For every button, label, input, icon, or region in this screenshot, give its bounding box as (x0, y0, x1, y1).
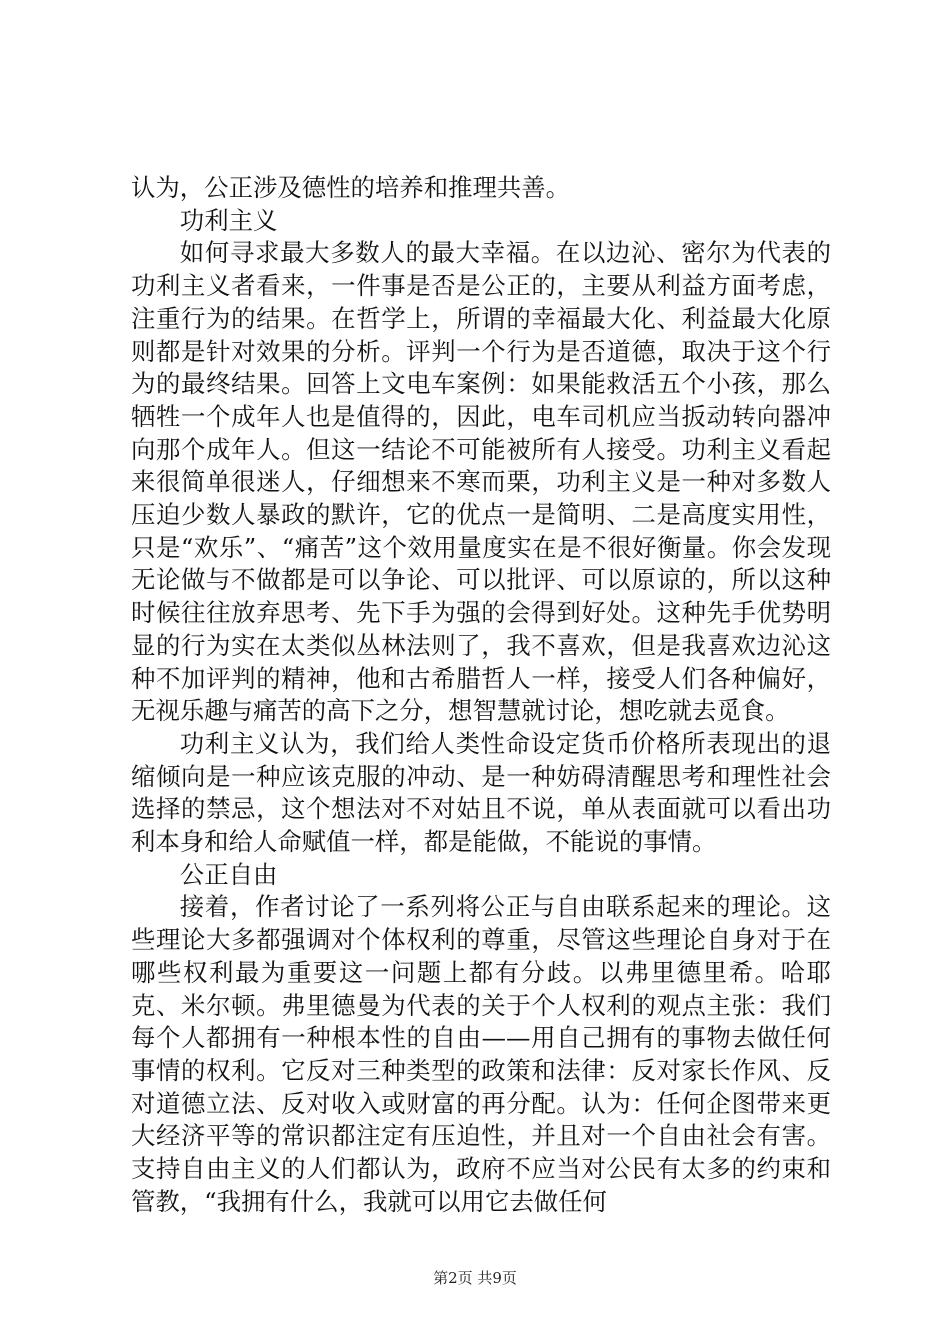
page-number-footer: 第2页 共9页 (433, 1269, 517, 1287)
paragraph-utilitarianism: 如何寻求最大多数人的最大幸福。在以边沁、密尔为代表的功利主义者看来，一件事是否是公正的，主要从利益方面考虑，注重行为的结果。在哲学上，所谓的幸福最大化、利益最大化原则都是针对效果的分析。评判一个行为是否道德，取决于这个行为的最终结果。回答上文电车案例：如果能救活五个小孩，那么牺牲一个成年人也是值得的，因此，电车司机应当扳动转向器冲向那个成年人。但这一结论不可能被所有人接受。功利主义看起来很简单很迷人，仔细想来不寒而栗，功利主义是一种对多数人压迫少数人暴政的默许，它的优点一是简明、二是高度实用性，只是“欢乐”、“痛苦”这个效用量度实在是不很好衡量。你会发现无论做与不做都是可以争论、可以批评、可以原谅的，所以这种时候往往放弃思考、先下手为强的会得到好处。这种先手优势明显的行为实在太类似丛林法则了，我不喜欢，但是我喜欢边沁这种不加评判的精神，他和古希腊哲人一样，接受人们各种偏好，无视乐趣与痛苦的高下之分，想智慧就讨论，想吃就去觅食。 (131, 238, 831, 726)
paragraph-justice-freedom: 接着，作者讨论了一系列将公正与自由联系起来的理论。这些理论大多都强调对个体权利的尊重，尽管这些理论自身对于在哪些权利最为重要这一问题上都有分歧。以弗里德里希。哈耶克、米尔顿。弗里德曼为代表的关于个人权利的观点主张：我们每个人都拥有一种根本性的自由——用自己拥有的事物去做任何事情的权利。它反对三种类型的政策和法律：反对家长作风、反对道德立法、反对收入或财富的再分配。认为：任何企图带来更大经济平等的常识都注定有压迫性，并且对一个自由社会有害。支持自由主义的人们都认为，政府不应当对公民有太多的约束和管教，“我拥有什么，我就可以用它去做任何 (131, 892, 831, 1216)
section-heading-utilitarianism: 功利主义 (179, 205, 278, 235)
paragraph-utilitarianism-price: 功利主义认为，我们给人类性命设定货币价格所表现出的退缩倾向是一种应该克服的冲动、是一种妨碍清醒思考和理性社会选择的禁忌，这个想法对不对姑且不说，单从表面就可以看出功利本身和给人命赋值一样，都是能做，不能说的事情。 (131, 728, 831, 857)
document-body (131, 172, 831, 1219)
paragraph-continuation: 认为，公正涉及德性的培养和推理共善。 (131, 173, 571, 202)
section-heading-justice-freedom: 公正自由 (179, 859, 278, 889)
